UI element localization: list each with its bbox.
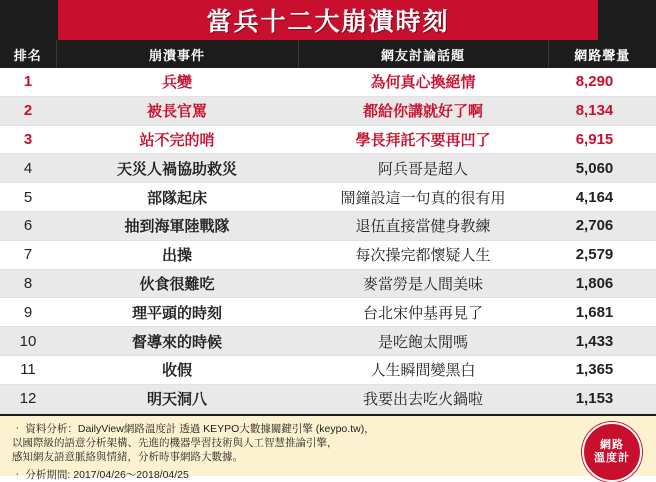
logo-line-2: 溫度計 <box>594 451 630 464</box>
cell-event: 天災人禍協助救災 <box>56 154 298 183</box>
cell-topic: 我要出去吃火鍋啦 <box>298 384 548 413</box>
cell-topic: 是吃飽太閒嗎 <box>298 327 548 356</box>
cell-event: 督導來的時候 <box>56 327 298 356</box>
cell-event: 伙食很難吃 <box>56 269 298 298</box>
logo-line-1: 網路 <box>600 438 624 451</box>
footer-line-2: 以國際級的語意分析架構、先進的機器學習技術與人工智慧推論引擎， <box>12 436 338 449</box>
cell-count: 8,290 <box>548 68 656 96</box>
cell-event: 部隊起床 <box>56 183 298 212</box>
table-row <box>0 96 656 125</box>
cell-count: 1,365 <box>548 355 656 384</box>
cell-count: 1,681 <box>548 298 656 327</box>
column-header-rank: 排名 <box>0 40 56 68</box>
table-row <box>0 355 656 384</box>
cell-count: 4,164 <box>548 183 656 212</box>
cell-event: 收假 <box>56 355 298 384</box>
cell-topic: 學長拜託不要再凹了 <box>298 125 548 154</box>
cell-count: 1,806 <box>548 269 656 298</box>
table-row <box>0 327 656 356</box>
cell-topic: 人生瞬間變黑白 <box>298 355 548 384</box>
cell-rank: 4 <box>0 154 56 183</box>
cell-count: 2,579 <box>548 240 656 269</box>
table-row <box>0 183 656 212</box>
table-header <box>0 40 656 68</box>
table-row <box>0 154 656 183</box>
footer-line-1: ‧ 資料分析：DailyView網路溫度計 透過 KEYPO大數據關鍵引擎 (keypo.tw)， <box>12 422 375 435</box>
cell-count: 1,433 <box>548 327 656 356</box>
cell-rank: 6 <box>0 211 56 240</box>
cell-topic: 退伍直接當健身教練 <box>298 211 548 240</box>
footer-analysis-period: ‧ 分析期間: 2017/04/26～2018/04/25 <box>12 468 189 481</box>
cell-event: 明天洞八 <box>56 384 298 413</box>
cell-rank: 11 <box>0 355 56 384</box>
cell-topic: 每次操完都懷疑人生 <box>298 240 548 269</box>
cell-event: 出操 <box>56 240 298 269</box>
title-banner <box>0 0 656 40</box>
cell-event: 理平頭的時刻 <box>56 298 298 327</box>
cell-rank: 2 <box>0 96 56 125</box>
table-row <box>0 68 656 96</box>
cell-count: 5,060 <box>548 154 656 183</box>
dailyview-logo <box>582 422 642 482</box>
cell-rank: 1 <box>0 68 56 96</box>
cell-event: 抽到海軍陸戰隊 <box>56 211 298 240</box>
table-row <box>0 211 656 240</box>
cell-rank: 3 <box>0 125 56 154</box>
footer-line-3: 感知網友語意脈絡與情緒，分析時事網路大數據。 <box>12 450 243 463</box>
table-header-row <box>0 40 656 68</box>
cell-rank: 8 <box>0 269 56 298</box>
footer-note <box>0 414 656 481</box>
cell-rank: 5 <box>0 183 56 212</box>
table-row <box>0 384 656 413</box>
cell-rank: 7 <box>0 240 56 269</box>
cell-rank: 12 <box>0 384 56 413</box>
cell-count: 6,915 <box>548 125 656 154</box>
table-body <box>0 68 656 413</box>
table-row <box>0 125 656 154</box>
page-title: 當兵十二大崩潰時刻 <box>206 9 450 36</box>
cell-topic: 鬧鐘設這一句真的很有用 <box>298 183 548 212</box>
table-row <box>0 269 656 298</box>
cell-event: 被長官罵 <box>56 96 298 125</box>
cell-count: 2,706 <box>548 211 656 240</box>
cell-topic: 為何真心換絕情 <box>298 68 548 96</box>
cell-count: 8,134 <box>548 96 656 125</box>
ranking-table <box>0 40 656 414</box>
table-row <box>0 240 656 269</box>
column-header-event: 崩潰事件 <box>56 40 298 68</box>
column-header-topic: 網友討論話題 <box>298 40 548 68</box>
cell-rank: 9 <box>0 298 56 327</box>
cell-event: 站不完的哨 <box>56 125 298 154</box>
cell-topic: 阿兵哥是超人 <box>298 154 548 183</box>
cell-count: 1,153 <box>548 384 656 413</box>
cell-rank: 10 <box>0 327 56 356</box>
column-header-count: 網路聲量 <box>548 40 656 68</box>
cell-topic: 都給你講就好了啊 <box>298 96 548 125</box>
table-row <box>0 298 656 327</box>
cell-event: 兵變 <box>56 68 298 96</box>
cell-topic: 台北宋仲基再見了 <box>298 298 548 327</box>
cell-topic: 麥當勞是人間美味 <box>298 269 548 298</box>
